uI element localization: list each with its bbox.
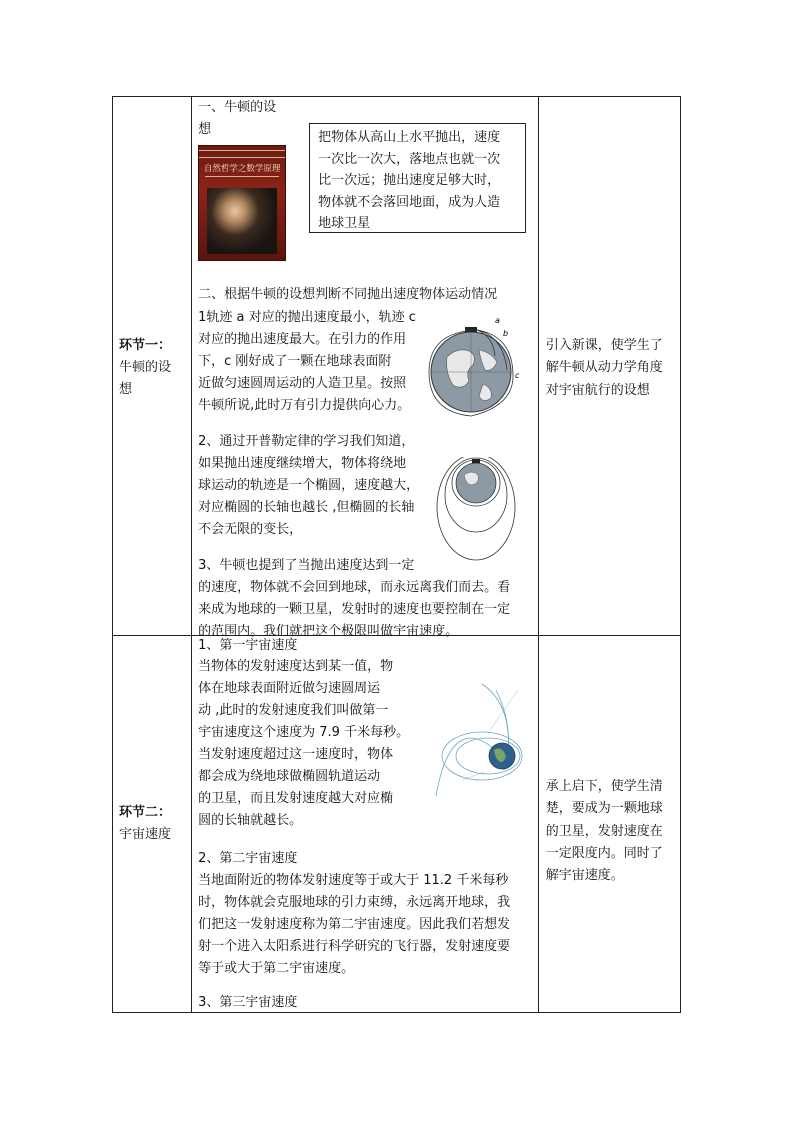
paragraph-line: 体在地球表面附近做匀速圆周运: [198, 681, 381, 696]
stage-label-bold: 环节二：: [119, 805, 172, 820]
paragraph-line: 不会无限的变长，: [198, 522, 303, 537]
stage-label-line: 牛顿的设: [119, 360, 172, 375]
note-line: 解牛顿从动力学角度: [545, 360, 663, 376]
note-cell: [538, 97, 680, 636]
paragraph-line: 近做匀速圆周运动的人造卫星。按照: [198, 376, 407, 391]
paragraph-line: 圆的长轴就越长。: [198, 813, 303, 828]
paragraph-line: 对应椭圆的长轴也越长 ,但椭圆的长轴: [198, 500, 415, 515]
section-heading: 2、第二宇宙速度: [198, 851, 298, 866]
newton-portrait: [207, 188, 277, 254]
section-heading: 1、第一宇宙速度: [198, 638, 298, 653]
earth-trajectory-figure: [427, 312, 527, 420]
paragraph-line: 牛顿所说,此时万有引力提供向心力。: [198, 398, 411, 413]
book-title: 自然哲学之数学原理: [203, 164, 281, 174]
content-cell: [192, 636, 539, 1013]
paragraph-line: 球运动的轨迹是一个椭圆，速度越大，: [198, 478, 420, 493]
table-row-stage-1: [113, 97, 681, 636]
note-line: 引入新课，使学生了: [545, 338, 663, 353]
paragraph-line: 如果抛出速度继续增大，物体将绕地: [198, 456, 407, 471]
table-row-stage-2: [113, 636, 681, 1013]
note-line: 承上启下，使学生清: [545, 779, 663, 794]
paragraph-line: 对应的抛出速度最大。在引力的作用: [198, 332, 407, 347]
paragraph-line: 等于或大于第二宇宙速度。: [198, 961, 355, 976]
paragraph-line: 的范围内。我们就把这个极限叫做宇宙速度。: [198, 624, 459, 639]
paragraph-line: 射一个进入太阳系进行科学研究的飞行器，发射速度要: [198, 939, 511, 954]
note-line: 楚，要成为一颗地球: [545, 801, 663, 817]
note-line: 对宇宙航行的设想: [545, 382, 650, 398]
stage-label: [119, 335, 171, 401]
paragraph-line: 当地面附近的物体发射速度等于或大于 11.2 千米每秒: [198, 873, 509, 888]
quote-line: 一次比一次大，落地点也就一次: [318, 151, 501, 167]
section-heading: 想: [198, 122, 212, 137]
stage-label-cell: [113, 636, 192, 1013]
note-line: 的卫星，发射速度在: [545, 823, 663, 839]
stage-label-bold: 环节一：: [119, 338, 172, 353]
paragraph-line: 的卫星，而且发射速度越大对应椭: [198, 791, 394, 806]
paragraph-line: 们把这一发射速度称为第二宇宙速度。因此我们若想发: [198, 917, 511, 932]
cosmic-velocity-orbits-figure: [432, 670, 524, 802]
note-line: 一定限度内。同时了: [545, 845, 663, 861]
section-heading: 二、根据牛顿的设想判断不同抛出速度物体运动情况: [198, 287, 498, 302]
paragraph-line: 当物体的发射速度达到某一值，物: [198, 659, 394, 674]
stage-label-line: 宇宙速度: [119, 827, 172, 842]
stage-label-cell: [113, 97, 192, 636]
book-cover-image: [198, 145, 286, 261]
paragraph-line: 宇宙速度这个速度为 7.9 千米每秒。: [198, 725, 410, 740]
paragraph-line: 下，c 刚好成了一颗在地球表面附: [198, 354, 392, 369]
quote-line: 比一次远；抛出速度足够大时，: [318, 173, 501, 188]
note-line: 解宇宙速度。: [545, 868, 624, 884]
figure-label-b: b: [503, 329, 509, 338]
paragraph-line: 动 ,此时的发射速度我们叫做第一: [198, 703, 389, 718]
paragraph-line: 都会成为绕地球做椭圆轨道运动: [198, 769, 381, 784]
lesson-plan-table: [112, 96, 681, 1013]
note-cell: [538, 636, 680, 1013]
paragraph-line: 来成为地球的一颗卫星，发射时的速度也要控制在一定: [198, 602, 511, 617]
paragraph-line: 的速度，物体就不会回到地球，而永远离我们而去。看: [198, 580, 511, 595]
quote-line: 把物体从高山上水平抛出，速度: [318, 130, 501, 145]
teaching-note: [546, 776, 663, 887]
section-heading: 一、牛顿的设: [198, 100, 277, 115]
quote-line: 地球卫星: [318, 216, 371, 231]
elliptical-orbits-figure: [436, 457, 518, 563]
paragraph-line: 3、牛顿也提到了当抛出速度达到一定: [198, 558, 415, 573]
paragraph-line: 1轨迹 a 对应的抛出速度最小，轨迹 c: [198, 310, 416, 325]
section-heading: 3、第三宇宙速度: [198, 995, 298, 1010]
stage-label-line: 想: [119, 382, 133, 397]
teaching-note: [546, 335, 663, 402]
quote-line: 物体就不会落回地面，成为人造: [318, 194, 501, 210]
paragraph-line: 当发射速度超过这一速度时，物体: [198, 747, 394, 762]
stage-label: [119, 802, 171, 846]
figure-label-c: c: [515, 371, 520, 380]
paragraph-line: 时，物体就会克服地球的引力束缚，永远离开地球，我: [198, 895, 511, 910]
figure-label-a: a: [495, 316, 501, 325]
content-cell: [192, 97, 539, 639]
quote-box: [309, 123, 526, 233]
paragraph-line: 2、通过开普勒定律的学习我们知道，: [198, 434, 415, 449]
